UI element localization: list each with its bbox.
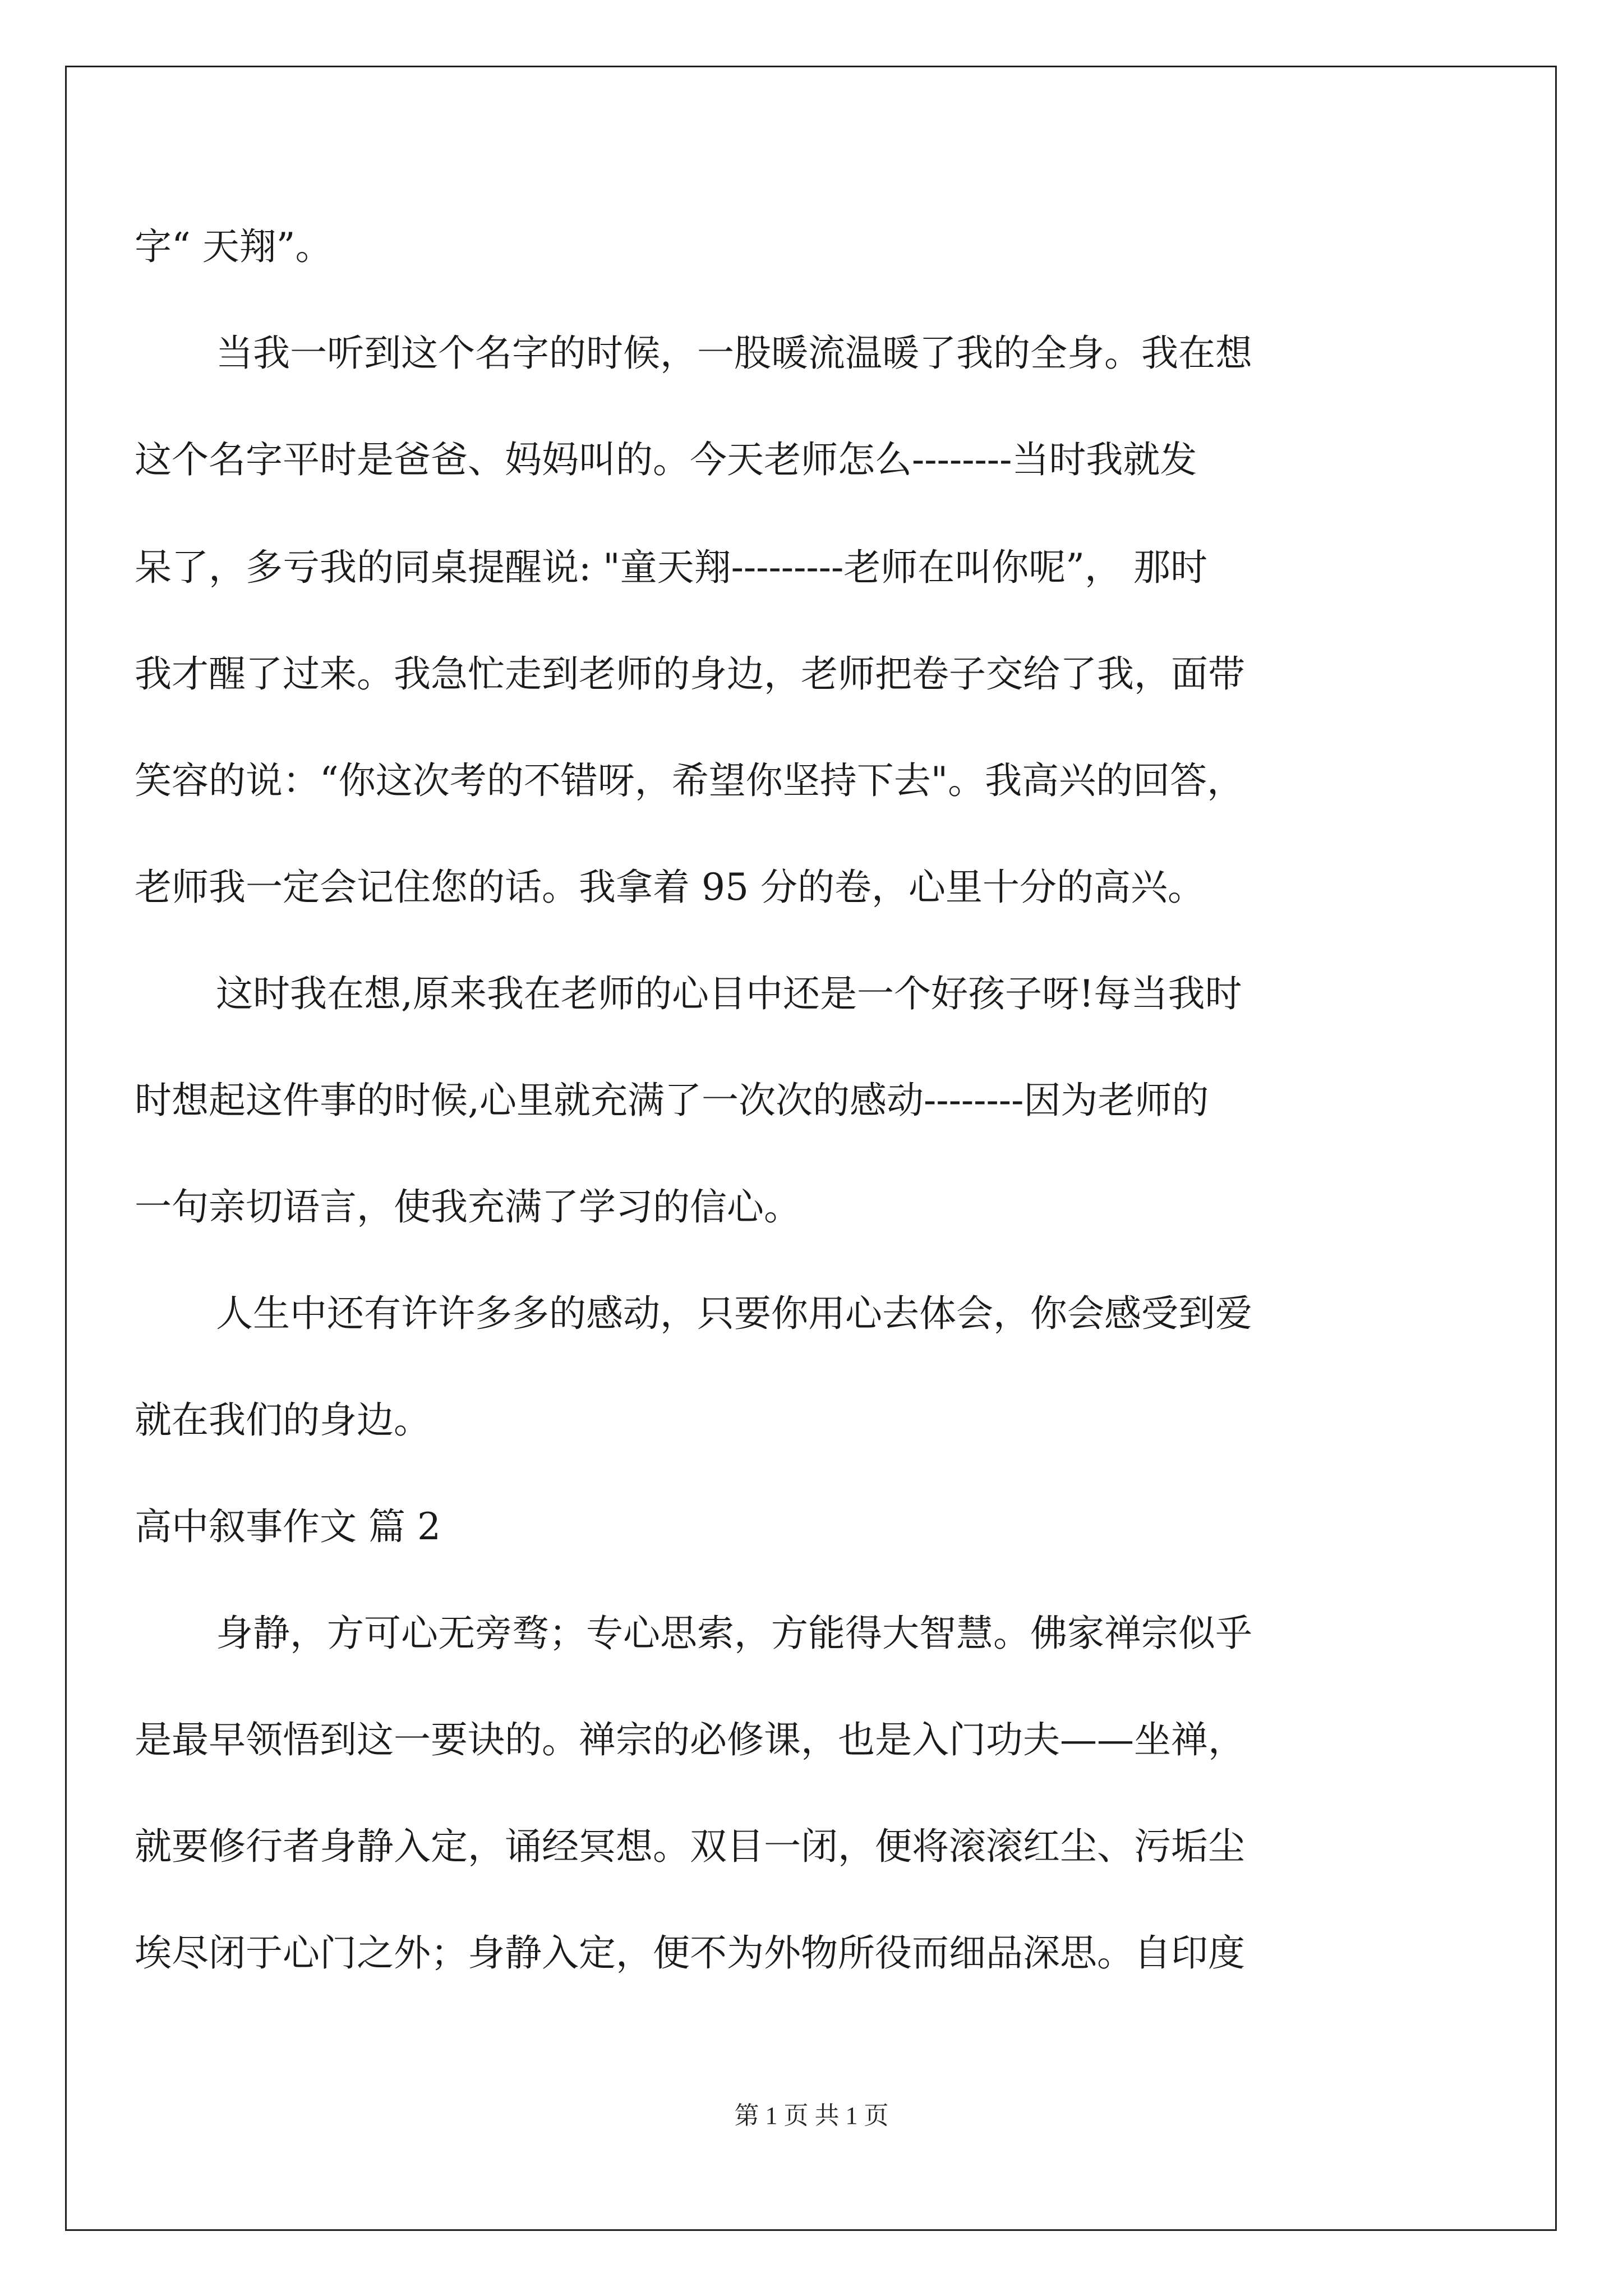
text-line: 时想起这件事的时候,心里就充满了一次次的感动--------因为老师的 <box>135 1079 1209 1122</box>
text-line: 老师我一定会记住您的话。我拿着 95 分的卷，心里十分的高兴。 <box>135 866 1205 909</box>
text-line: 呆了，多亏我的同桌提醒说: "童天翔---------老师在叫你呢”， 那时 <box>135 546 1208 589</box>
text-line: 就在我们的身边。 <box>135 1398 431 1442</box>
text-line: 埃尽闭于心门之外；身静入定，便不为外物所役而细品深思。自印度 <box>135 1931 1245 1975</box>
text-line: 就要修行者身静入定，诵经冥想。双目一闭，便将滚滚红尘、污垢尘 <box>135 1825 1245 1868</box>
text-line: 当我一听到这个名字的时候，一股暖流温暖了我的全身。我在想 <box>216 332 1252 375</box>
text-line: 这时我在想,原来我在老师的心目中还是一个好孩子呀!每当我时 <box>216 972 1242 1015</box>
section-heading: 高中叙事作文 篇 2 <box>135 1505 441 1548</box>
text-line: 字“ 天翔”。 <box>135 225 333 268</box>
page-number: 第 1 页 共 1 页 <box>734 2102 889 2129</box>
text-line: 一句亲切语言，使我充满了学习的信心。 <box>135 1185 801 1228</box>
text-line: 这个名字平时是爸爸、妈妈叫的。今天老师怎么--------当时我就发 <box>135 438 1197 481</box>
text-line: 身静，方可心无旁骛；专心思索，方能得大智慧。佛家禅宗似乎 <box>216 1612 1252 1655</box>
text-line: 笑容的说：“你这次考的不错呀，希望你坚持下去"。我高兴的回答， <box>135 759 1244 802</box>
text-line: 我才醒了过来。我急忙走到老师的身边，老师把卷子交给了我，面带 <box>135 652 1245 696</box>
page-frame <box>65 66 1557 2231</box>
text-line: 是最早领悟到这一要诀的。禅宗的必修课，也是入门功夫——坐禅， <box>135 1718 1245 1761</box>
text-line: 人生中还有许许多多的感动，只要你用心去体会，你会感受到爱 <box>216 1292 1252 1335</box>
